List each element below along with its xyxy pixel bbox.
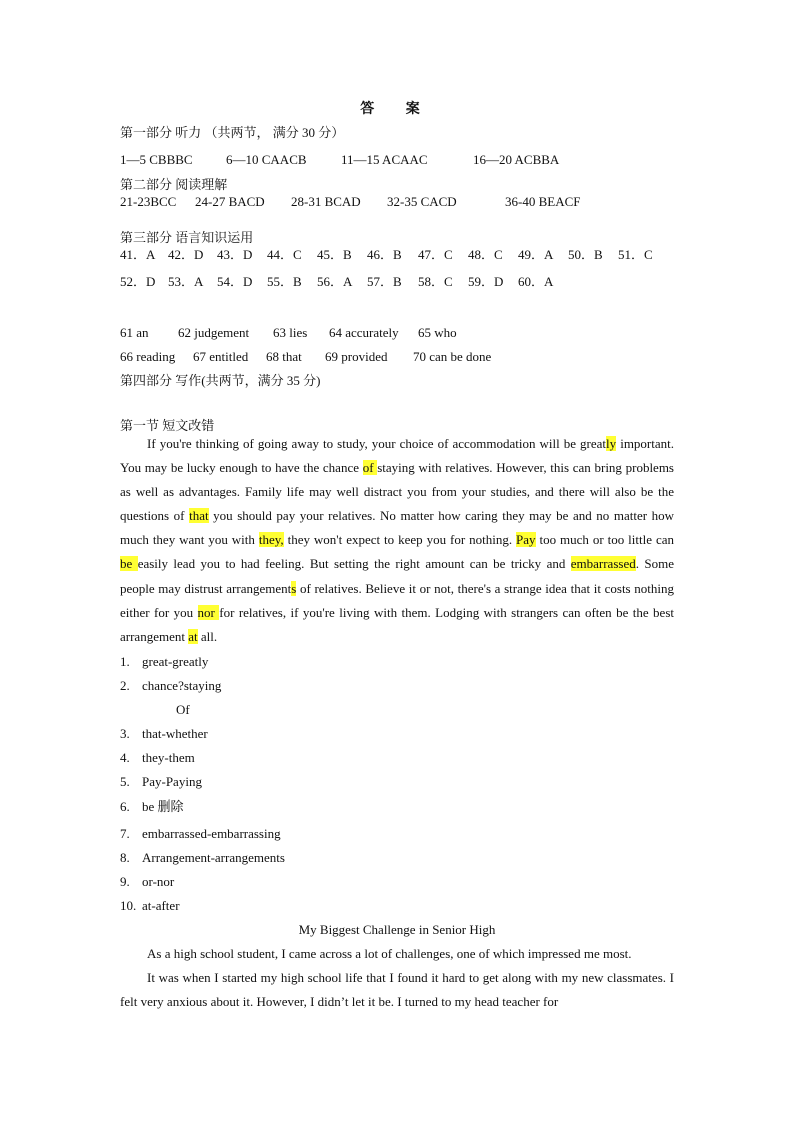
passage-segment: . Some people may distrust arrangement xyxy=(120,556,674,596)
highlighted-error: ly xyxy=(606,436,617,451)
correction-text: Of xyxy=(176,702,190,717)
answer-item: 68 that xyxy=(266,349,302,364)
answer-item: 56．A xyxy=(317,274,353,289)
answer-item: 66 reading xyxy=(120,349,176,364)
answer-item: 51．C xyxy=(618,247,653,262)
answer-item: 47．C xyxy=(418,247,453,262)
correction-item xyxy=(120,898,180,914)
answer-group: 32-35 CACD xyxy=(387,194,457,209)
essay-paragraph-2 xyxy=(120,966,674,1014)
part1-heading: 第一部分 听力 （共两节， 满分 30 分） xyxy=(120,125,345,140)
part2-answers xyxy=(120,194,580,210)
correction-text: Arrangement-arrangements xyxy=(142,850,285,865)
correction-number: 4. xyxy=(120,750,130,765)
section1-heading: 第一节 短文改错 xyxy=(120,418,215,433)
answer-group: 28-31 BCAD xyxy=(291,194,361,209)
essay-text: As a high school student, I came across a lot of challenges, one of which impressed me most. xyxy=(147,946,632,961)
part3-fill2 xyxy=(120,349,491,365)
page-title: 答 案 xyxy=(360,102,434,117)
correction-item xyxy=(120,799,184,815)
answer-item: 55．B xyxy=(267,274,302,289)
passage-segment: staying with relatives. However, this can bring problems as well as advantages. Family life may well distract you from your studies, and there will also be the questions of xyxy=(120,460,674,524)
correction-item xyxy=(120,678,221,694)
passage-segment: for relatives, if you're living with them. Lodging with strangers can often be the best arrangement xyxy=(120,604,674,644)
answer-item: 70 can be done xyxy=(413,349,492,364)
correction-item xyxy=(120,826,281,842)
correction-text: that-whether xyxy=(142,726,208,741)
answer-item: 60．A xyxy=(518,274,554,289)
correction-number: 1. xyxy=(120,654,130,669)
correction-number: 5. xyxy=(120,774,130,789)
essay-text: It was when I started my high school life that I found it hard to get along with my new classmates. I felt very anxious about it. However, I didn’t let it be. I turned to my head teacher for xyxy=(120,970,674,1010)
highlighted-error: nor xyxy=(197,604,220,620)
answer-item: 62 judgement xyxy=(178,325,250,340)
correction-number: 6. xyxy=(120,799,130,814)
answer-item: 43．D xyxy=(217,247,253,262)
highlighted-error: of xyxy=(362,460,378,476)
correction-item xyxy=(120,874,174,890)
answer-group: 21-23BCC xyxy=(120,194,177,209)
part4-heading: 第四部分 写作(共两节，满分 35 分) xyxy=(120,373,321,388)
correction-item xyxy=(120,654,208,670)
correction-text: they-them xyxy=(142,750,195,765)
answer-item: 64 accurately xyxy=(329,325,399,340)
correction-text: embarrassed-embarrassing xyxy=(142,826,281,841)
answer-group: 36-40 BEACF xyxy=(505,194,581,209)
correction-item xyxy=(120,774,202,790)
correction-item xyxy=(176,702,190,718)
answer-item: 48．C xyxy=(468,247,503,262)
answer-group: 1—5 CBBBC xyxy=(120,152,193,167)
correction-text: chance?staying xyxy=(142,678,222,693)
answer-group: 11—15 ACAAC xyxy=(341,152,428,167)
passage-segment: too much or too little can xyxy=(535,532,674,548)
correction-number: 3. xyxy=(120,726,130,741)
correction-text: at-after xyxy=(142,898,180,913)
correction-number: 8. xyxy=(120,850,130,865)
answer-item: 46．B xyxy=(367,247,402,262)
answer-item: 67 entitled xyxy=(193,349,249,364)
passage-segment: of relatives. Believe it or not, there's a strange idea that it costs nothing either for you xyxy=(120,580,674,620)
highlighted-error: at xyxy=(188,628,198,644)
highlighted-error: embarrassed xyxy=(570,556,636,572)
answer-item: 65 who xyxy=(418,325,457,340)
answer-group: 16—20 ACBBA xyxy=(473,152,560,167)
correction-number: 7. xyxy=(120,826,130,841)
correction-text: great-greatly xyxy=(142,654,209,669)
part3-heading: 第三部分 语言知识运用 xyxy=(120,230,254,245)
answer-item: 53．A xyxy=(168,274,204,289)
answer-group: 24-27 BACD xyxy=(195,194,265,209)
answer-item: 57．B xyxy=(367,274,402,289)
passage-segment: important. You may be lucky enough to have the chance xyxy=(120,436,675,476)
answer-item: 50．B xyxy=(568,247,603,262)
passage-segment: you should pay your relatives. No matter how caring they may be and no matter how much they want you with xyxy=(120,508,674,548)
essay-title: My Biggest Challenge in Senior High xyxy=(298,922,496,937)
part3-row1 xyxy=(120,247,653,263)
answer-item: 44．C xyxy=(267,247,302,262)
correction-item xyxy=(120,726,208,742)
answer-item: 61 an xyxy=(120,325,149,340)
correction-text: be 删除 xyxy=(142,799,184,814)
answer-item: 63 lies xyxy=(273,325,308,340)
correction-text: Pay-Paying xyxy=(142,774,202,789)
correction-number: 2. xyxy=(120,678,130,693)
answer-item: 54．D xyxy=(217,274,253,289)
passage-segment: easily lead you to had feeling. But setting the right amount can be tricky and xyxy=(137,556,571,572)
highlighted-error: Pay xyxy=(516,532,536,548)
highlighted-error: be xyxy=(120,556,138,572)
passage-text xyxy=(120,436,674,644)
answer-item: 49．A xyxy=(518,247,554,262)
correction-number: 9. xyxy=(120,874,130,889)
highlighted-error: they, xyxy=(258,532,284,548)
answer-item: 41．A xyxy=(120,247,156,262)
highlighted-error: that xyxy=(189,508,209,524)
answer-item: 45．B xyxy=(317,247,352,262)
passage-segment: they won't expect to keep you for nothing. xyxy=(283,532,517,548)
answer-item: 58．C xyxy=(418,274,453,289)
answer-item: 59．D xyxy=(468,274,504,289)
part1-answers xyxy=(120,152,559,168)
answer-item: 52．D xyxy=(120,274,156,289)
correction-number: 10. xyxy=(120,898,137,913)
error-correction-passage xyxy=(120,432,674,649)
correction-text: or-nor xyxy=(142,874,175,889)
part2-heading: 第二部分 阅读理解 xyxy=(120,177,228,192)
passage-segment: all. xyxy=(197,628,218,644)
answer-group: 6—10 CAACB xyxy=(226,152,307,167)
part3-row2 xyxy=(120,274,553,290)
part3-fill1 xyxy=(120,325,457,341)
passage-segment: If you're thinking of going away to study, your choice of accommodation will be great xyxy=(147,436,607,451)
answer-item: 42．D xyxy=(168,247,204,262)
answer-item: 69 provided xyxy=(325,349,388,364)
correction-item xyxy=(120,850,285,866)
highlighted-error: s xyxy=(291,580,297,596)
correction-item xyxy=(120,750,195,766)
essay-paragraph-1 xyxy=(120,942,674,966)
